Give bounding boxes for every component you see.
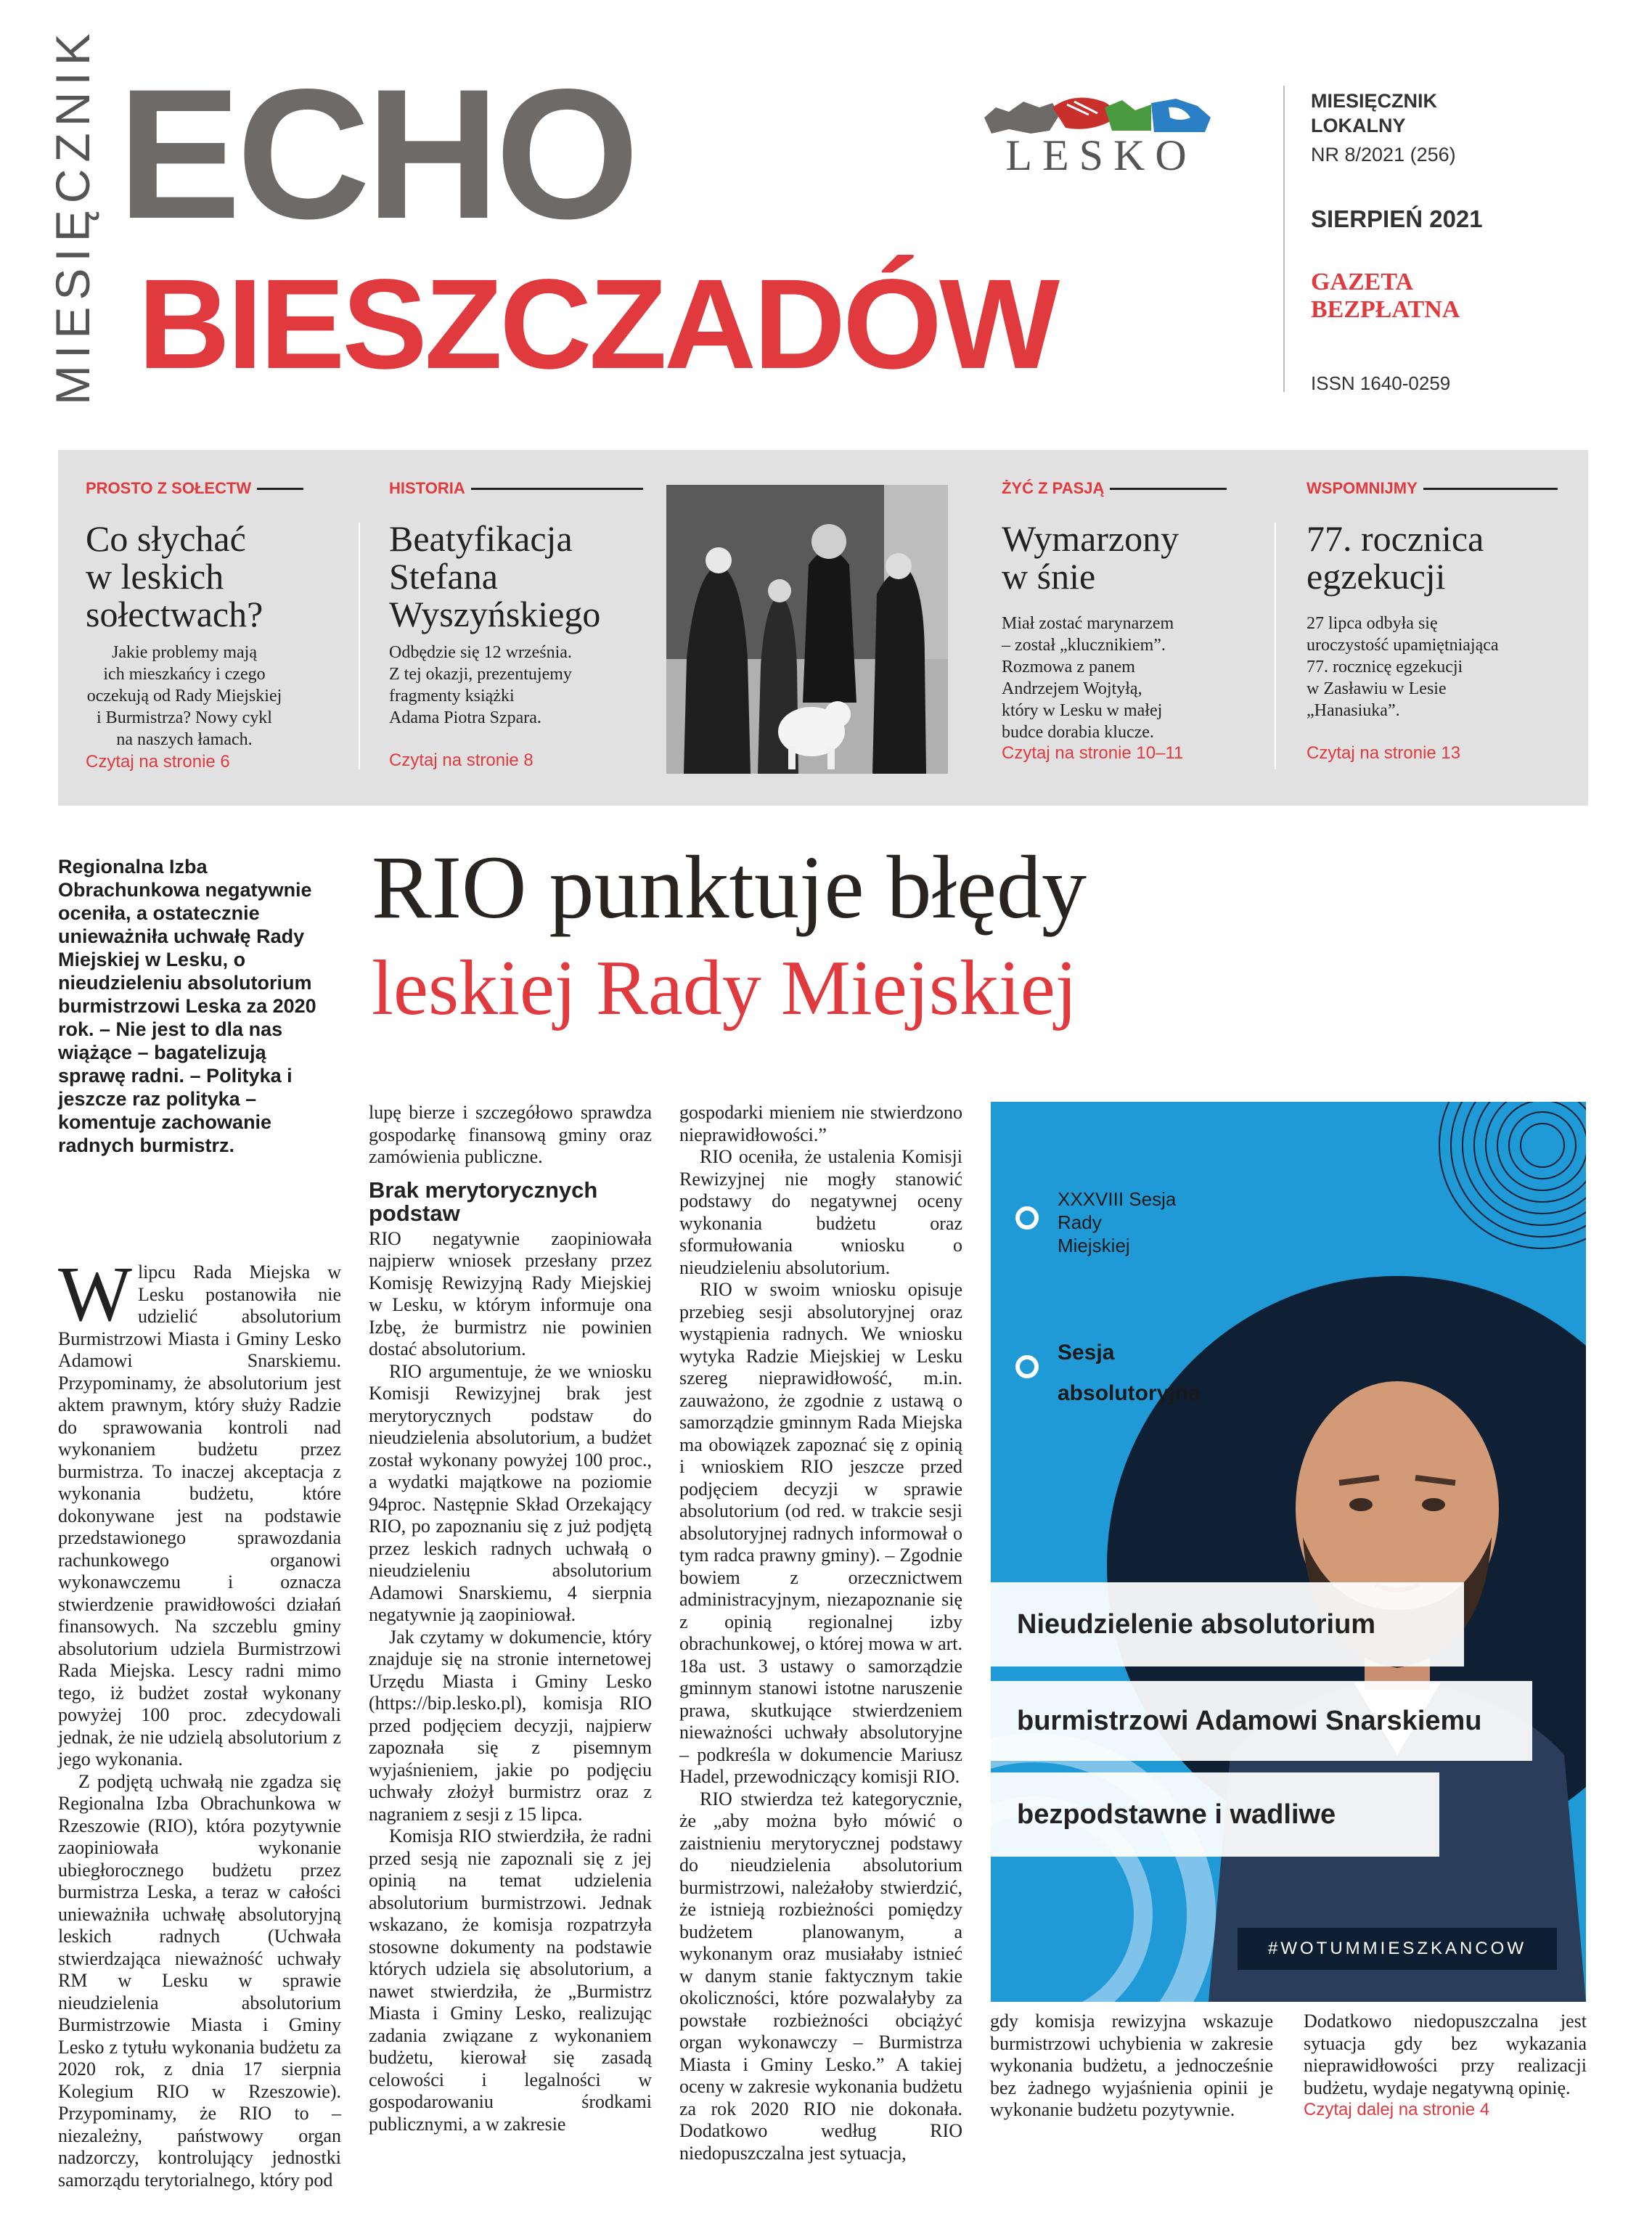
continue-link[interactable]: Czytaj dalej na stronie 4: [1304, 2100, 1490, 2119]
teaser-card[interactable]: [1307, 479, 1558, 764]
graphic-caption-box: burmistrzowi Adamowi Snarskiemu: [991, 1681, 1532, 1761]
article-column-5: [1304, 2011, 1587, 2122]
meta-issn: ISSN 1640-0259: [1311, 372, 1451, 394]
teaser-card[interactable]: [389, 479, 643, 771]
teaser-category: WSPOMNIJMY: [1307, 479, 1418, 497]
teaser-link[interactable]: Czytaj na stronie 6: [86, 752, 230, 772]
article-paragraph: RIO oceniła, że ustalenia Komisji Rewizyjnej nie mogły stanowić podstawy do negatywnej oceny wykonania budżetu oraz sformułowania wniosku o nieudzieleniu absolutorium.: [679, 1146, 962, 1278]
article-paragraph: RIO argumentuje, że we wniosku Komisji Rewizyjnej brak jest merytorycznych podstaw do nieudzielenia absolutorium, a budżet został wykonany powyżej 100 proc., a wydatki majątkowe na poziomie 94proc. Następnie Skład Orzekający RIO, po zapoznaniu się z już podjętą przez leskich radnych uchwałą o nieudzieleniu absolutorium Adamowi Snarskiemu, 4 sierpnia negatywnie ją zaopiniował.: [369, 1360, 652, 1625]
article-paragraph: RIO w swoim wniosku opisuje przebieg sesji absolutoryjnej oraz wystąpienia radnych. We wniosku wytyka Radzie Miejskiej w Lesku szereg nieprawidłowość, m.in. zauważono, że zgodnie z ustawą o samorządzie gminnym Rada Miejska ma obowiązek zapoznać się z opinią i wnioskiem RIO jeszcze przed podjęciem decyzji w sprawie absolutorium (od red. w trakcie sesji absolutoryjnej radnych informował o tym radca prawny gminy). – Zgodnie bowiem z orzecznictwem administracyjnym, niezapoznanie się z opinią regionalnej izby obrachunkowej, o której mowa w art. 18a ust. 3 ustawy o samorządzie gminnym stanowi istotne naruszenie prawa, skutkujące stwierdzeniem nieważności uchwały absolutoryjne – podkreśla w dokumencie Mariusz Hadel, przewodniczący komisji RIO.: [679, 1279, 962, 1787]
teaser-divider: [359, 523, 360, 769]
teaser-rule: [1423, 488, 1558, 490]
graphic-caption-box: Nieudzielenie absolutorium: [991, 1582, 1464, 1666]
drop-cap: W: [58, 1251, 132, 1338]
meta-date: SIERPIEŃ 2021: [1311, 205, 1483, 232]
article-lead: Regionalna Izba Obrachunkowa negatywnie oceniła, a ostatecznie unieważniła uchwałę Rady Miejskiej w Lesku, o nieudzieleniu absolutorium burmistrzowi Leska za 2020 rok. – Nie jest to dla nas wiążące – bagatelizują sprawę radni. – Polityka i jeszcze raz polityka – komentuje zachowanie radnych burmistrz.: [58, 856, 316, 1156]
teaser-category: ŻYĆ Z PASJĄ: [1002, 479, 1105, 497]
logo-text: LESKO: [1005, 131, 1197, 179]
graphic-session-label: XXXVIII Sesja Rady Miejskiej: [1058, 1188, 1177, 1256]
teaser-card[interactable]: [86, 479, 303, 772]
masthead-title-top: ECHO: [118, 51, 635, 258]
article-paragraph: Dodatkowo niedopuszczalna jest sytuacja gdy bez wykazania nieprawidłowości przy realizacji budżetu, wydaje negatywną opinię.: [1304, 2011, 1587, 2098]
teaser-category: HISTORIA: [389, 479, 465, 497]
article-column-2: [369, 1102, 652, 2135]
masthead-title-bottom: BIESZCZADÓW: [138, 253, 1058, 396]
teaser-body: Miał zostać marynarzem – został „klucznikiem”. Rozmowa z panem Andrzejem Wojtyłą, który w Lesku w małej budce dorabia klucze.: [1002, 614, 1174, 742]
teaser-link[interactable]: Czytaj na stronie 13: [1307, 743, 1461, 763]
article-subheading: Brak merytorycznych podstaw: [369, 1177, 598, 1226]
graphic-absolutory-label: Sesja absolutoryjna: [1058, 1341, 1201, 1405]
teaser-photo: [666, 485, 948, 774]
article-paragraph: gdy komisja rewizyjna wskazuje burmistrzowi uchybienia w zakresie wykonania budżetu, a jednocześnie bez żadnego wyjaśnienia opinii je wykonanie budżetu pozytywnie.: [990, 2011, 1273, 2120]
article-column-3: [679, 1102, 962, 2164]
teaser-headline: 77. rocznica egzekucji: [1307, 518, 1484, 597]
masthead-divider: [1283, 86, 1285, 392]
article-headline-line2: leskiej Rady Miejskiej: [372, 945, 1077, 1031]
teaser-body: Odbędzie się 12 września. Z tej okazji, prezentujemy fragmenty książki Adama Piotra Szpara.: [389, 643, 572, 727]
article-paragraph: lupę bierze i szczegółowo sprawdza gospodarkę finansową gminy oraz zamówienia publiczne.: [369, 1102, 652, 1167]
teaser-rule: [471, 488, 643, 490]
article-paragraph: Z podjętą uchwałą nie zgadza się Regionalna Izba Obrachunkowa w Rzeszowie (RIO), która pozytywnie zaopiniowała wykonanie ubiegłorocznego budżetu przez burmistrza Leska, a teraz w całości unieważniła uchwałę absolutoryjną leskich radnych (Uchwała stwierdzająca nieważność uchwały RM w Lesku w sprawie nieudzielenia absolutorium Burmistrzowie Miasta i Gminy Lesko z tytułu wykonania budżetu za 2020 rok, z dnia 17 sierpnia Kolegium RIO w Rzeszowie). Przypominamy, że RIO to – niezależny, państwowy organ nadzorczy, kontrolujący jednostki samorządu terytorialnego, który pod: [58, 1770, 341, 2191]
article-paragraph: Wlipcu Rada Miejska w Lesku postanowiła nie udzielić absolutorium Burmistrzowi Miasta i Gminy Lesko Adamowi Snarskiemu. Przypominamy, że absolutorium jest aktem prawnym, który służy Radzie do sprawowania kontroli nad wykonaniem budżetu przez burmistrza. To inaczej akceptacja z wykonania budżetu, które dokonywane jest na podstawie przedstawionego sprawozdania rachunkowego organowi wykonawczemu i oznacza stwierdzenie prawidłowości działań finansowych. Na szczeblu gminy absolutorium udziela Burmistrzowi Rada Miejska. Lescy radni mimo tego, iż budżet został wykonany powyżej 100 proc. zdecydowali jednak, że nie udzielą absolutorium z jego wykonania.: [58, 1251, 341, 1770]
teaser-rule: [257, 488, 303, 490]
teaser-category: PROSTO Z SOŁECTW: [86, 479, 252, 497]
teaser-body: Jakie problemy mają ich mieszkańcy i czego oczekują od Rady Miejskiej i Burmistrza? Nowy cykl na naszych łamach.: [86, 643, 282, 749]
teaser-card[interactable]: [1002, 479, 1227, 764]
article-column-1: [58, 1251, 341, 2191]
teaser-headline: Co słychać w leskich sołectwach?: [86, 518, 263, 634]
article-paragraph: Jak czytamy w dokumencie, który znajduje się na stronie internetowej Urzędu Miasta i Gminy Lesko (https://bip.lesko.pl), komisja RIO przed podjęciem decyzji, najpierw zapoznała się z pisemnym wyjaśnieniem, jakie po podjęciu uchwały złożył burmistrz oraz z nagraniem z sesji z 15 lipca.: [369, 1626, 652, 1825]
teaser-divider: [1275, 523, 1276, 769]
article-paragraph: RIO stwierdza też kategorycznie, że „aby można było mówić o zaistnieniu merytorycznej podstawy do nieudzielenia absolutorium burmistrzowi, należałoby stwierdzić, że istnieją rozbieżności pomiędzy budżetem planowanym, a wykonanym oraz musiałaby istnieć w danym stanie faktycznym takie okoliczności, które pozwalałyby za powstałe rozbieżności obciążyć organ wykonawczy – Burmistrza Miasta i Gminy Lesko.” A takiej oceny w zakresie wykonania budżetu za rok 2020 RIO nie dokonała. Dodatkowo według RIO niedopuszczalna jest sytuacja,: [679, 1788, 962, 2164]
teaser-headline: Wymarzony w śnie: [1002, 518, 1179, 597]
article-column-4: [990, 2011, 1273, 2122]
meta-free-line2: BEZPŁATNA: [1311, 296, 1460, 323]
teaser-link[interactable]: Czytaj na stronie 10–11: [1002, 743, 1184, 763]
teaser-body: 27 lipca odbyła się uroczystość upamiętniająca 77. rocznicę egzekucji w Zasławiu w Lesie „Hanasiuka”.: [1307, 614, 1499, 720]
article-paragraph: Komisja RIO stwierdziła, że radni przed sesją nie zapoznali się z jej opinią na temat udzielenia absolutorium burmistrzowi. Jednak wskazano, że komisja rozpatrzyła stosowne dokumenty na podstawie których udziela się absolutorium, a nawet stwierdziła, że „Burmistrz Miasta i Gminy Lesko, realizując zadania związane z wykonaniem budżetu, kierował się zasadą celowości i legalności w gospodarowaniu środkami publicznymi, a w zakresie: [369, 1825, 652, 2135]
teaser-link[interactable]: Czytaj na stronie 8: [389, 751, 533, 770]
meta-issue-number: NR 8/2021 (256): [1311, 144, 1456, 165]
article-paragraph: RIO negatywnie zaopiniowała najpierw wniosek przesłany przez Komisję Rewizyjną Rady Miejskiej w Lesku, w którym informuje ona Izbę, że burmistrz nie powinien dostać absolutorium.: [369, 1227, 652, 1359]
article-paragraph: gospodarki mieniem nie stwierdzono nieprawidłowości.”: [679, 1102, 962, 1145]
meta-monthly: MIESIĘCZNIK: [1311, 90, 1438, 112]
meta-free-line1: GAZETA: [1311, 269, 1414, 295]
session-graphic: [991, 1102, 1586, 2002]
hashtag-badge: #WOTUMMIESZKANCOW: [1238, 1928, 1557, 1970]
meta-local: LOKALNY: [1311, 115, 1406, 136]
masthead-vertical-label: MIESIĘCZNIK: [46, 27, 99, 405]
graphic-caption-box: bezpodstawne i wadliwe: [991, 1772, 1439, 1857]
teaser-headline: Beatyfikacja Stefana Wyszyńskiego: [389, 518, 601, 634]
teaser-rule: [1110, 488, 1227, 490]
article-headline-line1: RIO punktuje błędy: [372, 838, 1087, 937]
